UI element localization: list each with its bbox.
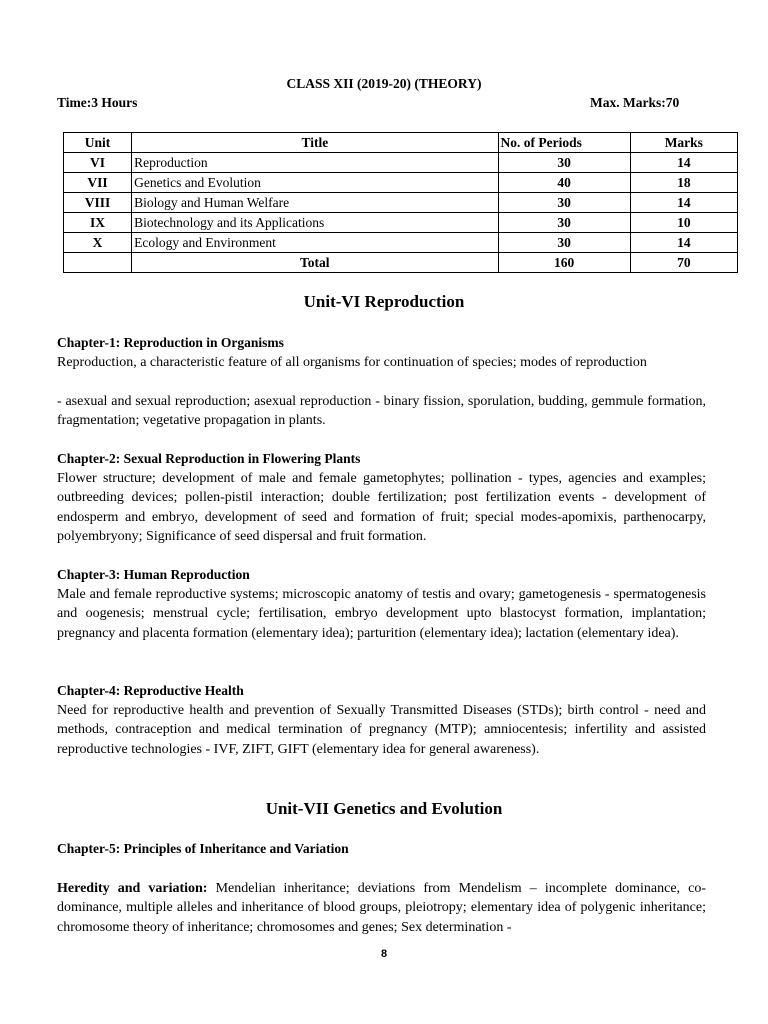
cell-periods: 30 [498, 193, 630, 213]
table-row [64, 213, 738, 233]
unit-vi-heading: Unit-VI Reproduction [303, 292, 465, 311]
header-unit: Unit [64, 133, 132, 153]
table-row [64, 173, 738, 193]
cell-periods: 30 [498, 233, 630, 253]
cell-title: Reproduction [132, 153, 498, 173]
syllabus-table [63, 132, 738, 273]
cell-periods: 30 [498, 153, 630, 173]
cell-title: Genetics and Evolution [132, 173, 498, 193]
heredity-lead: Heredity and variation: [57, 881, 208, 896]
cell-unit: VIII [64, 193, 132, 213]
unit-vii-heading: Unit-VII Genetics and Evolution [265, 799, 503, 818]
cell-empty [64, 253, 132, 273]
cell-marks: 18 [630, 173, 737, 193]
header-marks: Marks [630, 133, 737, 153]
chapter-1-title: Chapter-1: Reproduction in Organisms [57, 335, 284, 350]
header-title: Title [132, 133, 498, 153]
cell-title: Biology and Human Welfare [132, 193, 498, 213]
header-periods: No. of Periods [498, 133, 630, 153]
chapter-3-body: Male and female reproductive systems; microscopic anatomy of testis and ovary; gametogenesis - spermatogenesis and oogenesis; menstrual cycle; fertilisation, embryo development upto blastocyst formation, implantation; pregnancy and placenta formation (elementary idea); parturition (elementary idea); lactation (elementary idea). [57, 587, 706, 641]
table-row [64, 193, 738, 213]
table-total-row [64, 253, 738, 273]
total-marks: 70 [630, 253, 737, 273]
chapter-4-body: Need for reproductive health and prevention of Sexually Transmitted Diseases (STDs); birth control - need and methods, contraception and medical termination of pregnancy (MTP); amniocentesis; infertility and assisted reproductive technologies - IVF, ZIFT, GIFT (elementary idea for general awareness). [57, 703, 706, 757]
chapter-5-body [57, 879, 706, 937]
table-header-row [64, 133, 738, 153]
total-periods: 160 [498, 253, 630, 273]
chapter-2-title: Chapter-2: Sexual Reproduction in Flowering Plants [57, 451, 361, 466]
cell-periods: 40 [498, 173, 630, 193]
cell-unit: X [64, 233, 132, 253]
cell-marks: 10 [630, 213, 737, 233]
chapter-2-body: Flower structure; development of male and female gametophytes; pollination - types, agencies and examples; outbreeding devices; pollen-pistil interaction; double fertilization; post fertilization events - development of endosperm and embryo, development of seed and formation of fruit; special modes-apomixis, parthenocarpy, polyembryony; Significance of seed dispersal and fruit formation. [57, 471, 706, 544]
chapter-3-title: Chapter-3: Human Reproduction [57, 567, 250, 582]
class-title: CLASS XII (2019-20) (THEORY) [286, 76, 482, 91]
cell-marks: 14 [630, 193, 737, 213]
time-label: Time:3 Hours [57, 95, 138, 110]
table-row [64, 153, 738, 173]
total-label: Total [132, 253, 498, 273]
page-number: 8 [380, 948, 388, 960]
chapter-5-title: Chapter-5: Principles of Inheritance and Variation [57, 841, 349, 856]
cell-unit: VII [64, 173, 132, 193]
table-row [64, 233, 738, 253]
chapter-4-title: Chapter-4: Reproductive Health [57, 683, 244, 698]
cell-periods: 30 [498, 213, 630, 233]
cell-title: Ecology and Environment [132, 233, 498, 253]
cell-unit: VI [64, 153, 132, 173]
heredity-text: Mendelian inheritance; deviations from Mendelism – incomplete dominance, co- dominance, multiple alleles and inheritance of blood groups, pleiotropy; elementary idea of polygenic inheritance; chromosome theory of inheritance; chromosomes and genes; Sex determination - [57, 881, 706, 935]
cell-title: Biotechnology and its Applications [132, 213, 498, 233]
max-marks-label: Max. Marks:70 [590, 95, 680, 110]
cell-marks: 14 [630, 153, 737, 173]
chapter-1-paragraph-1: Reproduction, a characteristic feature of all organisms for continuation of species; modes of reproduction [57, 355, 647, 370]
cell-marks: 14 [630, 233, 737, 253]
chapter-1-paragraph-2: - asexual and sexual reproduction; asexual reproduction - binary fission, sporulation, budding, gemmule formation, fragmentation; vegetative propagation in plants. [57, 394, 706, 429]
cell-unit: IX [64, 213, 132, 233]
